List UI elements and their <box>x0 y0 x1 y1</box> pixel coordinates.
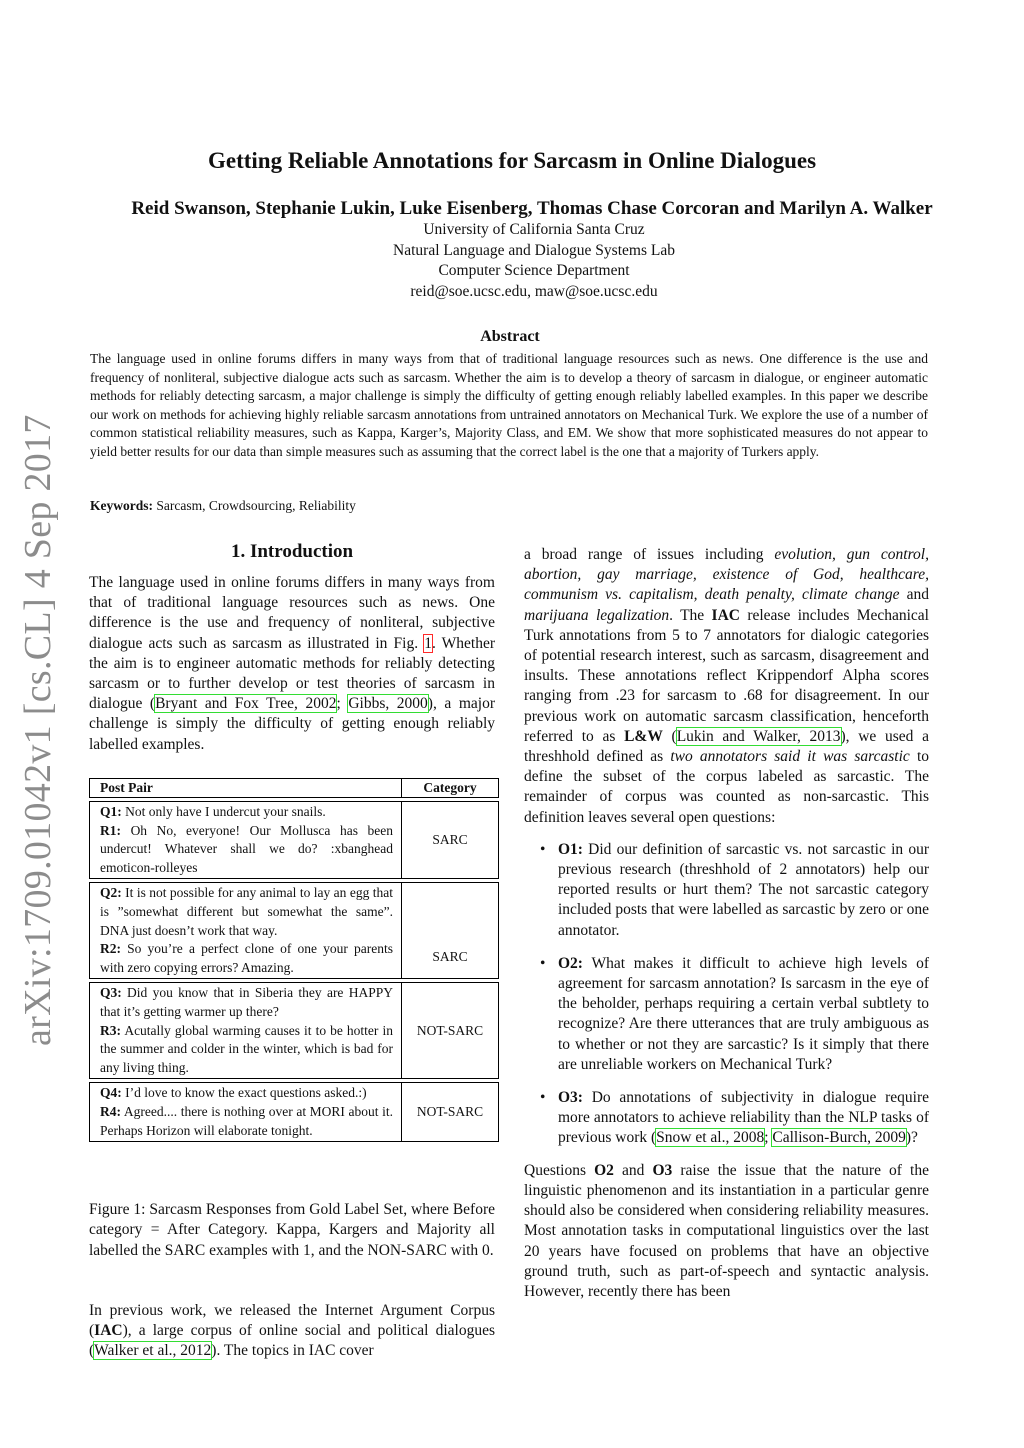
affiliation-department: Computer Science Department <box>438 262 630 279</box>
lw-term: L&W <box>624 727 663 745</box>
open-questions-list <box>524 840 929 1149</box>
abstract-text: The language used in online forums differs in many ways from that of traditional language resources such as news. One difference is the use and frequency of nonliteral, subjective dialogue acts such as sarcasm. Whether the aim is to develop a theory of sarcasm in dialogue, or engineer automatic methods for reliably detecting sarcasm, a major challenge is simply the difficulty of getting enough reliably labelled examples. In this paper we describe our work on methods for achieving highly reliable sarcasm annotations from untrained annotators on Mechanical Turk. We explore the use of a number of common statistical reliability measures, such as Kappa, Karger’s, Majority Class, and EM. We show that more sophisticated measures do not appear to yield better results for our data than simple measures such as assuming that the correct label is the one that a majority of Turkers apply. <box>90 351 928 459</box>
figure-1-caption: Figure 1: Sarcasm Responses from Gold Label Set, where Before category = After Category. Kappa, Kargers and Majority all labelled the SARC examples with 1, and the NON-SARC with 0. <box>89 1201 495 1259</box>
category-cell: NOT-SARC <box>416 1022 484 1038</box>
iac-term: IAC <box>711 606 740 624</box>
category-cell: SARC <box>432 831 468 847</box>
section-heading-introduction: 1. Introduction <box>230 541 354 562</box>
author-list: Reid Swanson, Stephanie Lukin, Luke Eisenberg, Thomas Chase Corcoran and Marilyn A. Walker <box>131 198 933 219</box>
bullet-icon: • <box>540 1089 546 1107</box>
right-paragraph-1: a broad range of issues including evolution, gun control, abortion, gay marriage, existence of God, healthcare, communism vs. capitalism, death penalty, climate change and marijuana legalization. The IAC release includes Mechanical Turk annotations from 5 to 7 annotators for dialogic categories of potential research interest, such as sarcasm, disagreement and insults. These annotations reflect Krippendorf Alpha scores ranging from .23 for sarcasm to .68 for disagreement. In our previous work on automatic sarcasm classification, henceforth referred to as L&W (Lukin and Walker, 2013), we used a threshhold defined as two annotators said it was sarcastic to define the subset of the corpus labeled as sarcastic. The remainder of corpus was counted as non-sarcastic. This definition leaves several open questions: <box>524 546 929 826</box>
post-pair-cell: Q2: It is not possible for any animal to lay an egg that is ”somewhat different but somewhat the same”. DNA just doesn’t work that way. R2: So you’re a perfect clone of one your parents with zero copying errors? Amazing. <box>90 883 402 978</box>
list-item: • O2: What makes it difficult to achieve high levels of agreement for sarcasm annotation? Is sarcasm in the eye of the beholder, perhaps requiring a certain verbal subtlety to recognize? Are there utterances that are truly ambiguous as to whether or not they are sarcastic? Is it simply that there are unreliable workers on Mechanical Turk? <box>540 954 929 1073</box>
bullet-icon: • <box>540 954 546 972</box>
citation-lukin-walker-link[interactable]: Lukin and Walker, 2013 <box>676 727 841 745</box>
topic-list: evolution, gun control, abortion, gay marriage, existence of God, healthcare, communism vs. capitalism, death penalty, climate change <box>524 546 929 604</box>
list-item: • O1: Did our definition of sarcastic vs. not sarcastic in our previous research (threshhold of 2 annotators) help our reported results or hurt them? The not sarcastic category included posts that were labelled as sarcastic by zero or one annotator. <box>540 840 929 939</box>
abstract-heading: Abstract <box>480 328 540 345</box>
post-pair-cell: Q1: Not only have I undercut your snails. R1: Oh No, everyone! Our Mollusca has been undercut! Whatever shall we do? :xbanghead emoticon-rolleyes <box>90 802 402 878</box>
arxiv-identifier-stamp: arXiv:1709.01042v1 [cs.CL] 4 Sep 2017 <box>17 414 59 1046</box>
paper-title: Getting Reliable Annotations for Sarcasm in Online Dialogues <box>207 148 817 173</box>
post-pair-cell: Q3: Did you know that in Siberia they are HAPPY that it’s getting warmer up there? R3: Acutally global warming causes it to be hotter in the summer and colder in the winter, which is bad for any living thing. <box>90 983 402 1078</box>
list-item: • O3: Do annotations of subjectivity in dialogue require more annotators to achieve reliability than the NLP tasks of previous work (Snow et al., 2008; Callison-Burch, 2009)? <box>540 1089 929 1147</box>
table-row <box>89 982 499 1079</box>
figure-1-table <box>89 778 499 1142</box>
citation-gibbs-link[interactable]: Gibbs, 2000 <box>348 695 428 713</box>
keywords-list: Sarcasm, Crowdsourcing, Reliability <box>156 498 356 513</box>
affiliation-block <box>0 220 1024 302</box>
affiliation-lab: Natural Language and Dialogue Systems Lab <box>393 241 675 259</box>
category-cell: NOT-SARC <box>416 1103 484 1119</box>
affiliation-emails: reid@soe.ucsc.edu, maw@soe.ucsc.edu <box>410 282 658 300</box>
bullet-icon: • <box>540 840 546 858</box>
citation-callison-burch-link[interactable]: Callison-Burch, 2009 <box>772 1129 906 1147</box>
citation-snow-2008-link[interactable]: Snow et al., 2008 <box>656 1129 765 1147</box>
table-row <box>89 801 499 879</box>
iac-term: IAC <box>94 1322 123 1340</box>
right-column-text <box>524 545 929 1302</box>
column-header-category: Category <box>423 780 477 795</box>
figure-table-header <box>89 778 499 798</box>
post-pair-cell: Q4: I’d love to know the exact questions asked.:) R4: Agreed.... there is nothing over at MORI about it. Perhaps Horizon will elaborate tonight. <box>90 1083 402 1141</box>
intro-paragraph-2: In previous work, we released the Internet Argument Corpus (IAC), a large corpus of online social and political dialogues (Walker et al., 2012). The topics in IAC cover <box>89 1302 495 1360</box>
affiliation-university: University of California Santa Cruz <box>423 221 645 238</box>
right-paragraph-2: Questions O2 and O3 raise the issue that the nature of the linguistic phenomenon and its instantiation in a particular genre should also be considered when considering reliability measures. Most annotation tasks in computational linguistics over the last 20 years have focused on problems that have an objective ground truth, such as part-of-speech and syntactic analysis. However, recently there has been <box>524 1161 929 1300</box>
citation-walker-2012-link[interactable]: Walker et al., 2012 <box>94 1342 212 1360</box>
table-row <box>89 882 499 979</box>
category-cell: SARC <box>432 948 468 964</box>
keywords-line <box>90 498 356 514</box>
citation-bryant-fox-tree-link[interactable]: Bryant and Fox Tree, 2002 <box>155 695 337 713</box>
table-row <box>89 1082 499 1142</box>
keywords-label: Keywords: <box>90 498 153 513</box>
figure-1-reference-link[interactable]: 1 <box>424 634 432 652</box>
column-header-post-pair: Post Pair <box>90 779 402 797</box>
intro-paragraph-1: The language used in online forums differs in many ways from that of traditional language resources such as news. One difference is the use and frequency of nonliteral, subjective dialogue acts such as sarcasm as illustrated in Fig. 1. Whether the aim is to engineer automatic methods for reliably detecting sarcasm or to further develop or test theories of sarcasm in dialogue (Bryant and Fox Tree, 2002; Gibbs, 2000), a major challenge is simply the difficulty of getting enough reliably labelled examples. <box>89 574 496 753</box>
